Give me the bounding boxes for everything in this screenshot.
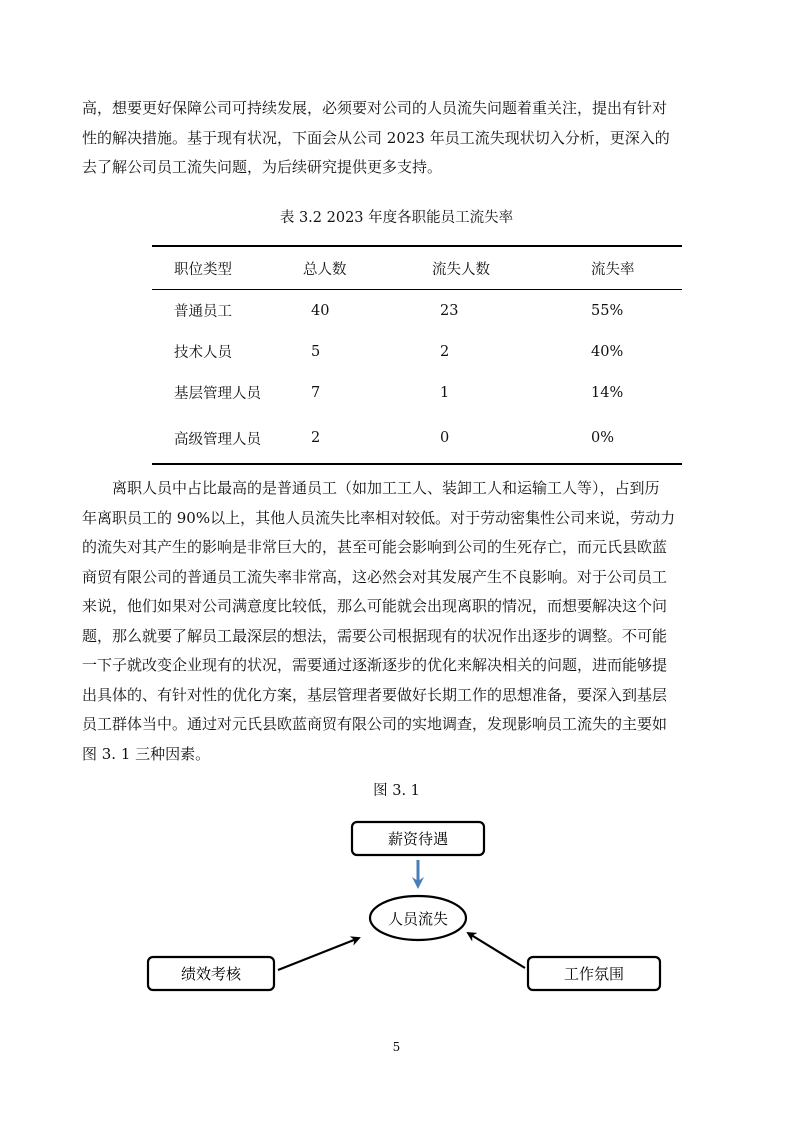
cell-position: 技术人员 xyxy=(174,345,232,361)
node-salary xyxy=(352,822,484,855)
text-line: 年离职员工的 90%以上，其他人员流失比率相对较低。对于劳动密集性公司来说，劳动力 xyxy=(82,508,676,527)
table-row xyxy=(152,413,682,464)
cell-lost: 0 xyxy=(440,430,450,446)
cell-position: 高级管理人员 xyxy=(174,431,261,448)
node-atmosphere xyxy=(528,957,660,990)
cell-rate: 0% xyxy=(591,430,615,446)
table-row xyxy=(152,372,682,413)
cell-lost: 2 xyxy=(440,343,450,360)
cell-lost: 23 xyxy=(440,302,459,319)
cell-rate: 55% xyxy=(591,302,624,319)
cell-position: 基层管理人员 xyxy=(174,386,261,402)
text-line: 去了解公司员工流失问题，为后续研究提供更多支持。 xyxy=(82,158,443,176)
text-line: 离职人员中占比最高的是普通员工（如加工工人、装卸工人和运输工人等），占到历 xyxy=(112,479,660,497)
arrow-left xyxy=(278,938,359,970)
cell-rate: 14% xyxy=(591,384,624,401)
header-lost: 流失人数 xyxy=(432,246,591,290)
turnover-table xyxy=(152,245,682,465)
cell-position: 普通员工 xyxy=(174,304,232,320)
text-line: 出具体的、有针对性的优化方案，基层管理者要做好长期工作的思想准备，要深入到基层 xyxy=(82,685,668,704)
header-total: 总人数 xyxy=(303,246,432,290)
turnover-factors-diagram xyxy=(120,810,680,1000)
text-line: 图 3. 1 三种因素。 xyxy=(82,744,211,763)
node-turnover xyxy=(370,896,466,940)
cell-total: 40 xyxy=(311,302,330,319)
node-performance-label: 绩效考核 xyxy=(180,965,242,983)
cell-total: 7 xyxy=(311,384,321,401)
text-line: 的流失对其产生的影响是非常巨大的，甚至可能会影响到公司的生死存亡，而元氏县欧蓝 xyxy=(82,538,668,556)
text-line: 一下子就改变企业现有的状况，需要通过逐渐逐步的优化来解决相关的问题，进而能够提 xyxy=(82,656,668,674)
cell-lost: 1 xyxy=(440,384,450,401)
table-header-row xyxy=(152,246,682,290)
text-line: 性的解决措施。基于现有状况，下面会从公司 2023 年员工流失现状切入分析，更深入的 xyxy=(82,128,670,147)
text-line: 商贸有限公司的普通员工流失率非常高，这必然会对其发展产生不良影响。对于公司员工 xyxy=(82,567,668,586)
node-turnover-label: 人员流失 xyxy=(387,910,449,928)
node-performance xyxy=(148,957,274,990)
node-salary-label: 薪资待遇 xyxy=(387,830,449,848)
cell-total: 2 xyxy=(311,430,321,446)
text-line: 高，想要更好保障公司可持续发展，必须要对公司的人员流失问题着重关注，提出有针对 xyxy=(82,99,668,117)
paragraph-analysis xyxy=(82,474,718,769)
page-number: 5 xyxy=(392,1040,401,1054)
paragraph-intro xyxy=(82,94,718,183)
cell-rate: 40% xyxy=(591,343,624,360)
node-atmosphere-label: 工作氛围 xyxy=(563,965,625,983)
cell-total: 5 xyxy=(311,343,321,360)
table-row xyxy=(152,290,682,332)
arrow-right xyxy=(468,933,525,968)
figure-caption: 图 3. 1 xyxy=(373,783,420,799)
text-line: 来说，他们如果对公司满意度比较低，那么可能就会出现离职的情况，而想要解决这个问 xyxy=(82,597,668,615)
table-row xyxy=(152,331,682,372)
table-caption: 表 3.2 2023 年度各职能员工流失率 xyxy=(279,210,514,226)
header-position-type: 职位类型 xyxy=(152,246,303,290)
text-line: 员工群体当中。通过对元氏县欧蓝商贸有限公司的实地调查，发现影响员工流失的主要如 xyxy=(82,715,668,733)
header-rate: 流失率 xyxy=(591,246,682,290)
text-line: 题，那么就要了解员工最深层的想法，需要公司根据现有的状况作出逐步的调整。不可能 xyxy=(82,626,668,645)
